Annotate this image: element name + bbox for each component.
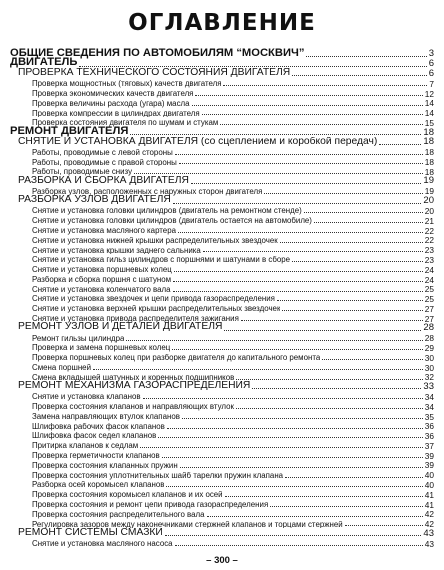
toc-entry [32,431,434,441]
toc-entry-title: Снятие и установка клапанов [32,393,141,402]
toc-entry [32,509,434,519]
toc-entry-page: 29 [424,343,434,353]
dot-leader [203,251,423,252]
dot-leader [207,516,423,517]
toc-entry-title: Работы, проводимые с правой стороны [32,158,177,167]
toc-entry [32,480,434,490]
toc-entry-page: 18 [423,136,434,148]
toc-entry-title: Проверка мощностных (тяговых) качеств двигателя [32,80,222,89]
dot-leader [173,291,423,292]
toc-entry-page: 27 [424,303,434,314]
toc-entry-page: 24 [424,264,434,275]
toc-entry-title: РЕМОНТ УЗЛОВ И ДЕТАЛЕЙ ДВИГАТЕЛЯ [18,322,223,333]
toc-entry-title: ДВИГАТЕЛЬ [10,57,78,69]
dot-leader [162,457,423,458]
toc-entry-page: 34 [424,401,434,412]
dot-leader [202,114,423,115]
toc-entry-page: 14 [424,98,434,109]
toc-entry-title: Снятие и установка звездочек и цепи привода газораспределения [32,295,275,304]
toc-entry-page: 14 [424,108,434,119]
toc-entry-page: 3 [428,48,434,60]
dot-leader [158,437,422,438]
dot-leader [192,105,423,106]
toc-entry [18,323,434,333]
toc-entry-title: РЕМОНТ ДВИГАТЕЛЯ [10,125,129,137]
toc-entry [18,69,434,79]
toc-entry [18,196,434,206]
toc-entry-title: Работы, проводимые с левой стороны [32,148,173,157]
toc-entry-page: 37 [424,440,434,451]
toc-entry-title: Снятие и установка головки цилиндров (двигатель на ремонтном стенде) [32,207,302,216]
dot-leader [174,271,423,272]
toc-entry-page: 40 [424,479,434,490]
toc-entry-page: 33 [423,380,434,392]
dot-leader [165,535,422,536]
toc-entry-title: Замена направляющих втулок клапанов [32,412,180,421]
dot-leader [345,525,423,526]
toc-entry-title: Проверка состояния клапанных пружин [32,461,178,470]
toc-entry-page: 22 [424,235,434,246]
dot-leader [173,281,423,282]
toc-entry-title: Проверка экономических качеств двигателя [32,90,194,98]
dot-leader [191,183,422,184]
dot-leader [292,261,423,262]
toc-entry [32,460,434,470]
toc-entry-title: Снятие и установка головки цилиндров (двигатель остается на автомобиле) [32,217,312,226]
toc-entry-page: 6 [428,58,434,70]
toc-entry [32,235,434,245]
dot-leader [143,398,423,399]
toc-entry-title: Смена вкладышей шатунных и коренных подшипников [32,373,235,382]
toc-entry [32,264,434,274]
toc-entry-page: 27 [424,313,434,324]
toc-entry-page: 25 [424,284,434,295]
toc-entry [32,108,434,118]
dot-leader [79,66,426,67]
toc-entry-title: РЕМОНТ МЕХАНИЗМА ГАЗОРАСПРЕДЕЛЕНИЯ [18,381,251,392]
dot-leader [172,349,422,350]
dot-leader [280,242,423,243]
toc-entry-title: Снятие и установка нижней крышки распределительных звездочек [32,236,278,245]
toc-entry-title: Снятие и установка привода распределителя зажигания [32,315,239,323]
toc-entry-title: Снятие и установка масляного картера [32,226,176,235]
toc-entry [32,538,434,548]
dot-leader [178,232,423,233]
dot-leader [379,144,421,145]
toc-entry [32,284,434,294]
toc-entry [32,78,434,88]
dot-leader [179,163,423,164]
dot-leader [224,330,421,331]
toc-entry-page: 19 [423,175,434,187]
dot-leader [173,203,422,204]
toc-entry [32,421,434,431]
toc-entry [32,362,434,372]
dot-leader [277,300,423,301]
toc-entry-page: 35 [424,411,434,422]
toc-entry-title: Проверка состояния уплотнительных шайб тарелки пружин клапана [32,471,284,480]
dot-leader [314,222,423,223]
toc-entry-page: 18 [424,147,434,158]
dot-leader [322,359,423,360]
toc-entry-page: 41 [424,499,434,510]
dot-leader [195,95,422,96]
toc-entry-page: 23 [424,245,434,256]
dot-leader [236,379,422,380]
toc-entry-page: 36 [424,431,434,442]
dot-leader [166,486,422,487]
dot-leader [282,310,422,311]
dot-leader [285,477,423,478]
toc-entry-title: РАЗБОРКА И СБОРКА ДВИГАТЕЛЯ [18,175,189,186]
toc-entry-title: Разборка осей коромысел клапанов [32,481,165,490]
toc-entry-title: Смена поршней [32,363,91,372]
toc-entry-page: 42 [424,519,434,530]
toc-entry [32,489,434,499]
toc-entry-title: Проверка состояния коромысел клапанов и их осей [32,491,223,500]
toc-entry-page: 6 [428,67,434,79]
toc-entry-title: ПРОВЕРКА ТЕХНИЧЕСКОГО СОСТОЯНИЯ ДВИГАТЕЛЯ [18,68,291,79]
toc-entry-page: 39 [424,460,434,471]
dot-leader [167,428,423,429]
toc-entry-title: Разборка узлов, расположенных с наружных сторон двигателя [32,187,263,196]
dot-leader [223,85,427,86]
toc-entry-page: 20 [424,206,434,217]
toc-entry-page: 19 [424,186,434,197]
toc-entry [32,98,434,108]
toc-entry-page: 12 [424,88,434,99]
toc-entry-title: Проверка компрессии в цилиндрах двигателя [32,109,200,118]
toc-entry-page: 42 [424,509,434,520]
toc-entry-title: РАЗБОРКА УЗЛОВ ДВИГАТЕЛЯ [18,195,171,206]
dot-leader [252,388,421,389]
toc-entry [32,401,434,411]
toc-entry-page: 25 [424,294,434,305]
toc-entry [32,411,434,421]
toc-entry-title: Снятие и установка крышки заднего сальника [32,246,201,255]
dot-leader [93,369,423,370]
toc-entry-title: Шлифовка фасок седел клапанов [32,432,157,441]
toc-entry [32,499,434,509]
toc-entry [32,391,434,401]
toc-entry-title: Проверка состояния распределительного вала [32,510,205,519]
toc-entry [32,333,434,343]
toc-entry-title: Снятие и установка коленчатого вала [32,285,171,294]
toc-entry-title: Ремонт гильзы цилиндра [32,334,125,343]
dot-leader [175,545,423,546]
dot-leader [292,75,426,76]
toc-entry-page: 15 [424,117,434,128]
toc-entry [32,215,434,225]
toc-entry-title: Притирка клапанов к седлам [32,442,139,451]
dot-leader [304,212,423,213]
toc-entry-title: Снятие и установка масляного насоса [32,540,173,548]
toc-entry [32,254,434,264]
toc-entry [32,88,434,98]
toc-entry-title: Проверка величины расхода (угара) масла [32,99,190,108]
dot-leader [134,173,423,174]
toc-entry [32,245,434,255]
toc-entry-page: 18 [424,157,434,168]
toc-entry-title: Проверка состояния клапанов и направляющих втулок [32,403,234,412]
toc-entry-title: Снятие и установка поршневых колец [32,266,172,275]
toc-entry-title: ОБЩИЕ СВЕДЕНИЯ ПО АВТОМОБИЛЯМ “МОСКВИЧ” [10,47,305,59]
toc-entry-page: 20 [423,195,434,207]
dot-leader [130,134,421,135]
toc-entry-page: 43 [423,527,434,539]
toc-entry [32,440,434,450]
dot-leader [182,418,423,419]
toc-entry-title: Работы, проводимые снизу [32,168,133,177]
toc-entry-title: Проверка состояния и ремонт цепи привода газораспределения [32,500,269,509]
toc-entry-title: РЕМОНТ СИСТЕМЫ СМАЗКИ [18,527,163,538]
dot-leader [175,154,423,155]
toc-entry-page: 39 [424,450,434,461]
toc-entry-title: Снятие и установка гильз цилиндров с поршнями и шатунами в сборе [32,256,291,265]
toc-entry [32,450,434,460]
dot-leader [236,408,423,409]
toc-entry [32,274,434,284]
toc-entry [18,176,434,186]
page-number: – 300 – [206,555,238,566]
toc-entry [32,352,434,362]
toc-entry-page: 43 [424,538,434,549]
toc-entry-title: Проверка поршневых колец при разборке двигателя до капитального ремонта [32,354,321,363]
toc-entry-page: 32 [424,372,434,383]
toc-entry-title: Проверка и замена поршневых колец [32,344,171,353]
toc-entry [32,147,434,157]
toc-entry-page: 36 [424,421,434,432]
toc-entry [32,343,434,353]
toc-entry-page: 21 [424,215,434,226]
toc-entry [32,294,434,304]
toc-entry-page: 30 [424,352,434,363]
toc-entry-page: 34 [424,391,434,402]
toc-entry [32,157,434,167]
toc-entry-title: Разборка и сборка поршня с шатуном [32,275,172,284]
dot-leader [220,124,423,125]
toc-entry [32,225,434,235]
toc-entry-title: Регулировка зазоров между наконечниками стержней клапанов и торцами стержней [32,520,343,529]
toc-entry-page: 22 [424,225,434,236]
toc-entry-page: 18 [424,166,434,177]
dot-leader [225,496,423,497]
toc-entry-title: Шлифовка рабочих фасок клапанов [32,422,165,431]
dot-leader [264,193,422,194]
dot-leader [270,506,423,507]
toc-entry-page: 28 [423,322,434,334]
toc-entry-page: 18 [423,126,434,138]
toc-entry-title: Проверка герметичности клапанов [32,452,160,460]
toc-entry [32,470,434,480]
toc-entry-title: Снятие и установка верхней крышки распределительных звездочек [32,305,281,314]
toc-entry-page: 23 [424,254,434,265]
toc-entry [18,137,434,147]
toc-entry [18,382,434,392]
toc-entry-title: СНЯТИЕ И УСТАНОВКА ДВИГАТЕЛЯ (со сцеплением и коробкой передач) [18,136,378,147]
page-title: ОГЛАВЛЕНИЕ [128,10,316,36]
toc-entry-title: Проверка состояния двигателя по шумам и стукам [32,119,219,128]
dot-leader [126,340,422,341]
toc-entry [32,303,434,313]
toc-entry-page: 40 [424,470,434,481]
dot-leader [180,467,423,468]
toc-entry-page: 7 [429,78,434,89]
toc-entry-page: 28 [424,333,434,344]
dot-leader [306,56,426,57]
toc-entry [32,206,434,216]
dot-leader [241,320,423,321]
toc-entry-page: 24 [424,274,434,285]
toc-entry-page: 41 [424,489,434,500]
dot-leader [140,447,423,448]
toc-entry [18,528,434,538]
toc-entry-page: 30 [424,362,434,373]
